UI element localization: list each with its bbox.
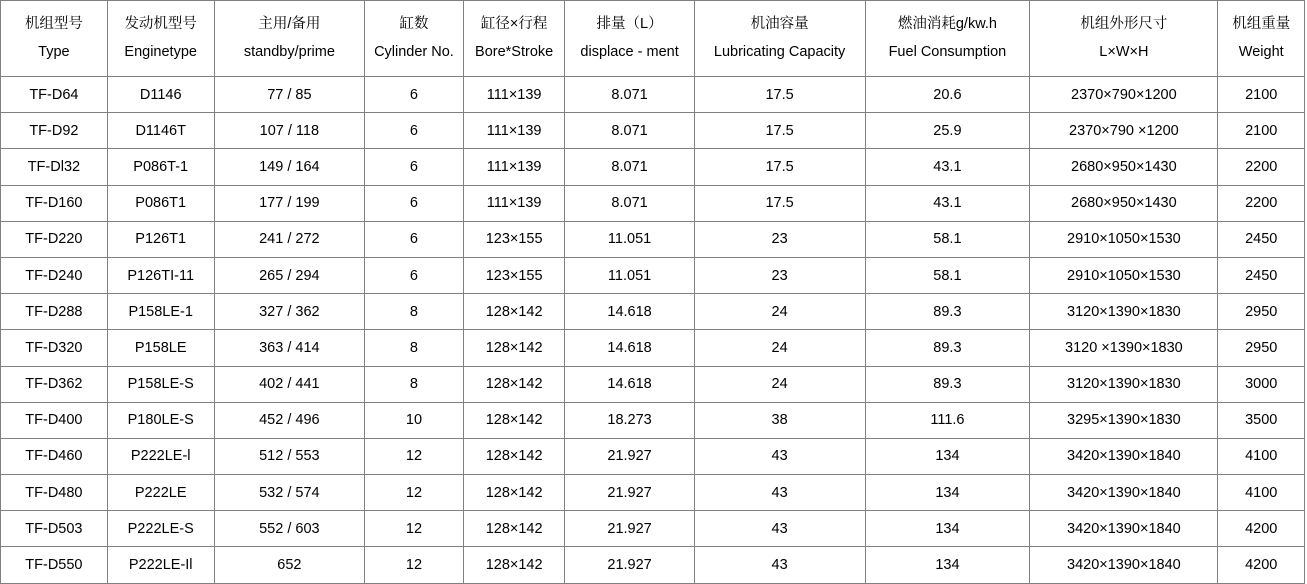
cell-fuel-consumption: 89.3 [865,294,1030,330]
column-header-dimensions [1030,1,1218,77]
cell-enginetype: P158LE [107,330,214,366]
table-row [1,149,1305,185]
table-row [1,221,1305,257]
cell-displacement: 21.927 [565,475,694,511]
cell-displacement: 18.273 [565,402,694,438]
cell-type: TF-D320 [1,330,108,366]
table-row [1,77,1305,113]
table-row [1,547,1305,583]
cell-fuel-consumption: 58.1 [865,257,1030,293]
cell-cylinder-no: 10 [365,402,464,438]
cell-type: TF-D400 [1,402,108,438]
cell-dimensions: 2910×1050×1530 [1030,221,1218,257]
cell-displacement: 8.071 [565,113,694,149]
cell-weight: 2950 [1218,294,1305,330]
table-row [1,438,1305,474]
column-header-dimensions-cn: 机组外形尺寸 [1080,15,1168,32]
cell-bore-stroke: 111×139 [463,77,565,113]
cell-bore-stroke: 128×142 [463,547,565,583]
cell-lubricating-capacity: 17.5 [694,149,865,185]
table-row [1,475,1305,511]
cell-dimensions: 2680×950×1430 [1030,185,1218,221]
column-header-weight-en: Weight [1238,43,1284,60]
cell-lubricating-capacity: 23 [694,221,865,257]
table-header-row [1,1,1305,77]
column-header-bore-stroke [463,1,565,77]
cell-enginetype: P126T1 [107,221,214,257]
cell-type: TF-D550 [1,547,108,583]
cell-bore-stroke: 128×142 [463,402,565,438]
cell-enginetype: P222LE-S [107,511,214,547]
column-header-cylinder-no-cn: 缸数 [399,15,429,32]
column-header-enginetype-en: Enginetype [124,43,197,60]
cell-weight: 2450 [1218,257,1305,293]
column-header-bore-stroke-en: Bore*Stroke [475,43,554,60]
column-header-type [1,1,108,77]
cell-standby-prime: 265 / 294 [214,257,365,293]
cell-lubricating-capacity: 17.5 [694,77,865,113]
cell-bore-stroke: 128×142 [463,438,565,474]
cell-type: TF-Dl32 [1,149,108,185]
cell-dimensions: 2370×790×1200 [1030,77,1218,113]
cell-dimensions: 3420×1390×1840 [1030,475,1218,511]
column-header-weight-cn: 机组重量 [1232,15,1291,32]
cell-weight: 4100 [1218,438,1305,474]
column-header-dimensions-en: L×W×H [1099,43,1149,60]
cell-type: TF-D460 [1,438,108,474]
cell-lubricating-capacity: 23 [694,257,865,293]
cell-dimensions: 3120×1390×1830 [1030,366,1218,402]
cell-displacement: 21.927 [565,547,694,583]
cell-cylinder-no: 6 [365,77,464,113]
cell-lubricating-capacity: 43 [694,547,865,583]
cell-dimensions: 3120 ×1390×1830 [1030,330,1218,366]
cell-dimensions: 3420×1390×1840 [1030,511,1218,547]
cell-fuel-consumption: 134 [865,475,1030,511]
cell-type: TF-D480 [1,475,108,511]
cell-fuel-consumption: 43.1 [865,149,1030,185]
cell-fuel-consumption: 58.1 [865,221,1030,257]
cell-type: TF-D288 [1,294,108,330]
cell-type: TF-D160 [1,185,108,221]
cell-standby-prime: 241 / 272 [214,221,365,257]
cell-lubricating-capacity: 24 [694,294,865,330]
cell-displacement: 14.618 [565,366,694,402]
cell-lubricating-capacity: 43 [694,438,865,474]
cell-bore-stroke: 128×142 [463,330,565,366]
cell-enginetype: P158LE-1 [107,294,214,330]
table-row [1,366,1305,402]
cell-enginetype: D1146T [107,113,214,149]
cell-lubricating-capacity: 43 [694,475,865,511]
cell-displacement: 11.051 [565,257,694,293]
cell-bore-stroke: 111×139 [463,185,565,221]
cell-type: TF-D240 [1,257,108,293]
cell-fuel-consumption: 89.3 [865,366,1030,402]
cell-fuel-consumption: 20.6 [865,77,1030,113]
cell-displacement: 11.051 [565,221,694,257]
table-row [1,511,1305,547]
column-header-displacement-en: displace - ment [580,43,679,60]
cell-bore-stroke: 128×142 [463,294,565,330]
column-header-type-cn: 机组型号 [24,15,83,32]
table-row [1,113,1305,149]
cell-fuel-consumption: 134 [865,547,1030,583]
column-header-lubricating-capacity-cn: 机油容量 [750,15,809,32]
cell-cylinder-no: 8 [365,294,464,330]
cell-standby-prime: 452 / 496 [214,402,365,438]
column-header-displacement-cn: 排量（L） [596,15,663,32]
cell-displacement: 21.927 [565,511,694,547]
column-header-standby-prime-en: standby/prime [243,43,335,60]
cell-cylinder-no: 8 [365,330,464,366]
cell-weight: 4200 [1218,547,1305,583]
column-header-cylinder-no-en: Cylinder No. [374,43,454,60]
table-row [1,257,1305,293]
column-header-standby-prime [214,1,365,77]
cell-enginetype: P180LE-S [107,402,214,438]
column-header-fuel-consumption-cn: 燃油消耗g/kw.h [897,15,997,32]
cell-fuel-consumption: 111.6 [865,402,1030,438]
cell-weight: 3000 [1218,366,1305,402]
cell-displacement: 21.927 [565,438,694,474]
cell-fuel-consumption: 134 [865,438,1030,474]
cell-lubricating-capacity: 17.5 [694,185,865,221]
cell-weight: 4200 [1218,511,1305,547]
cell-dimensions: 3120×1390×1830 [1030,294,1218,330]
cell-bore-stroke: 123×155 [463,257,565,293]
cell-standby-prime: 512 / 553 [214,438,365,474]
cell-bore-stroke: 111×139 [463,113,565,149]
cell-fuel-consumption: 134 [865,511,1030,547]
column-header-cylinder-no [365,1,464,77]
cell-lubricating-capacity: 43 [694,511,865,547]
cell-weight: 2200 [1218,149,1305,185]
cell-enginetype: P086T1 [107,185,214,221]
cell-standby-prime: 363 / 414 [214,330,365,366]
cell-weight: 2450 [1218,221,1305,257]
column-header-lubricating-capacity [694,1,865,77]
cell-bore-stroke: 128×142 [463,475,565,511]
cell-cylinder-no: 6 [365,185,464,221]
cell-cylinder-no: 6 [365,113,464,149]
column-header-standby-prime-cn: 主用/备用 [258,15,321,32]
cell-cylinder-no: 12 [365,511,464,547]
table-header [1,1,1305,77]
cell-bore-stroke: 111×139 [463,149,565,185]
cell-type: TF-D220 [1,221,108,257]
cell-lubricating-capacity: 38 [694,402,865,438]
cell-cylinder-no: 12 [365,547,464,583]
table-row [1,294,1305,330]
cell-lubricating-capacity: 24 [694,330,865,366]
cell-cylinder-no: 8 [365,366,464,402]
cell-standby-prime: 402 / 441 [214,366,365,402]
cell-type: TF-D362 [1,366,108,402]
cell-enginetype: P222LE-Il [107,547,214,583]
cell-weight: 2100 [1218,77,1305,113]
cell-standby-prime: 327 / 362 [214,294,365,330]
table-row [1,185,1305,221]
table-row [1,330,1305,366]
cell-bore-stroke: 123×155 [463,221,565,257]
cell-weight: 2100 [1218,113,1305,149]
cell-displacement: 14.618 [565,330,694,366]
column-header-type-en: Type [38,43,70,60]
cell-weight: 2200 [1218,185,1305,221]
cell-weight: 4100 [1218,475,1305,511]
cell-enginetype: P086T-1 [107,149,214,185]
cell-cylinder-no: 12 [365,438,464,474]
cell-fuel-consumption: 43.1 [865,185,1030,221]
cell-lubricating-capacity: 17.5 [694,113,865,149]
cell-dimensions: 3420×1390×1840 [1030,438,1218,474]
cell-dimensions: 2370×790 ×1200 [1030,113,1218,149]
cell-fuel-consumption: 89.3 [865,330,1030,366]
cell-standby-prime: 552 / 603 [214,511,365,547]
column-header-enginetype [107,1,214,77]
cell-dimensions: 2680×950×1430 [1030,149,1218,185]
cell-dimensions: 3420×1390×1840 [1030,547,1218,583]
cell-standby-prime: 532 / 574 [214,475,365,511]
cell-cylinder-no: 12 [365,475,464,511]
cell-displacement: 14.618 [565,294,694,330]
cell-weight: 2950 [1218,330,1305,366]
table-body [1,77,1305,584]
cell-standby-prime: 177 / 199 [214,185,365,221]
cell-type: TF-D64 [1,77,108,113]
column-header-lubricating-capacity-en: Lubricating Capacity [713,43,846,60]
cell-enginetype: D1146 [107,77,214,113]
cell-enginetype: P158LE-S [107,366,214,402]
cell-dimensions: 2910×1050×1530 [1030,257,1218,293]
cell-type: TF-D503 [1,511,108,547]
column-header-displacement [565,1,694,77]
column-header-bore-stroke-cn: 缸径×行程 [480,15,548,32]
column-header-weight [1218,1,1305,77]
cell-enginetype: P222LE [107,475,214,511]
cell-fuel-consumption: 25.9 [865,113,1030,149]
cell-cylinder-no: 6 [365,221,464,257]
cell-cylinder-no: 6 [365,257,464,293]
cell-enginetype: P126TI-11 [107,257,214,293]
cell-dimensions: 3295×1390×1830 [1030,402,1218,438]
cell-weight: 3500 [1218,402,1305,438]
cell-enginetype: P222LE-l [107,438,214,474]
column-header-fuel-consumption [865,1,1030,77]
cell-lubricating-capacity: 24 [694,366,865,402]
cell-displacement: 8.071 [565,185,694,221]
cell-standby-prime: 107 / 118 [214,113,365,149]
cell-standby-prime: 77 / 85 [214,77,365,113]
column-header-enginetype-cn: 发动机型号 [124,15,197,32]
cell-standby-prime: 652 [214,547,365,583]
cell-type: TF-D92 [1,113,108,149]
table-row [1,402,1305,438]
column-header-fuel-consumption-en: Fuel Consumption [888,43,1007,60]
cell-standby-prime: 149 / 164 [214,149,365,185]
cell-displacement: 8.071 [565,149,694,185]
cell-cylinder-no: 6 [365,149,464,185]
cell-bore-stroke: 128×142 [463,511,565,547]
cell-displacement: 8.071 [565,77,694,113]
cell-bore-stroke: 128×142 [463,366,565,402]
